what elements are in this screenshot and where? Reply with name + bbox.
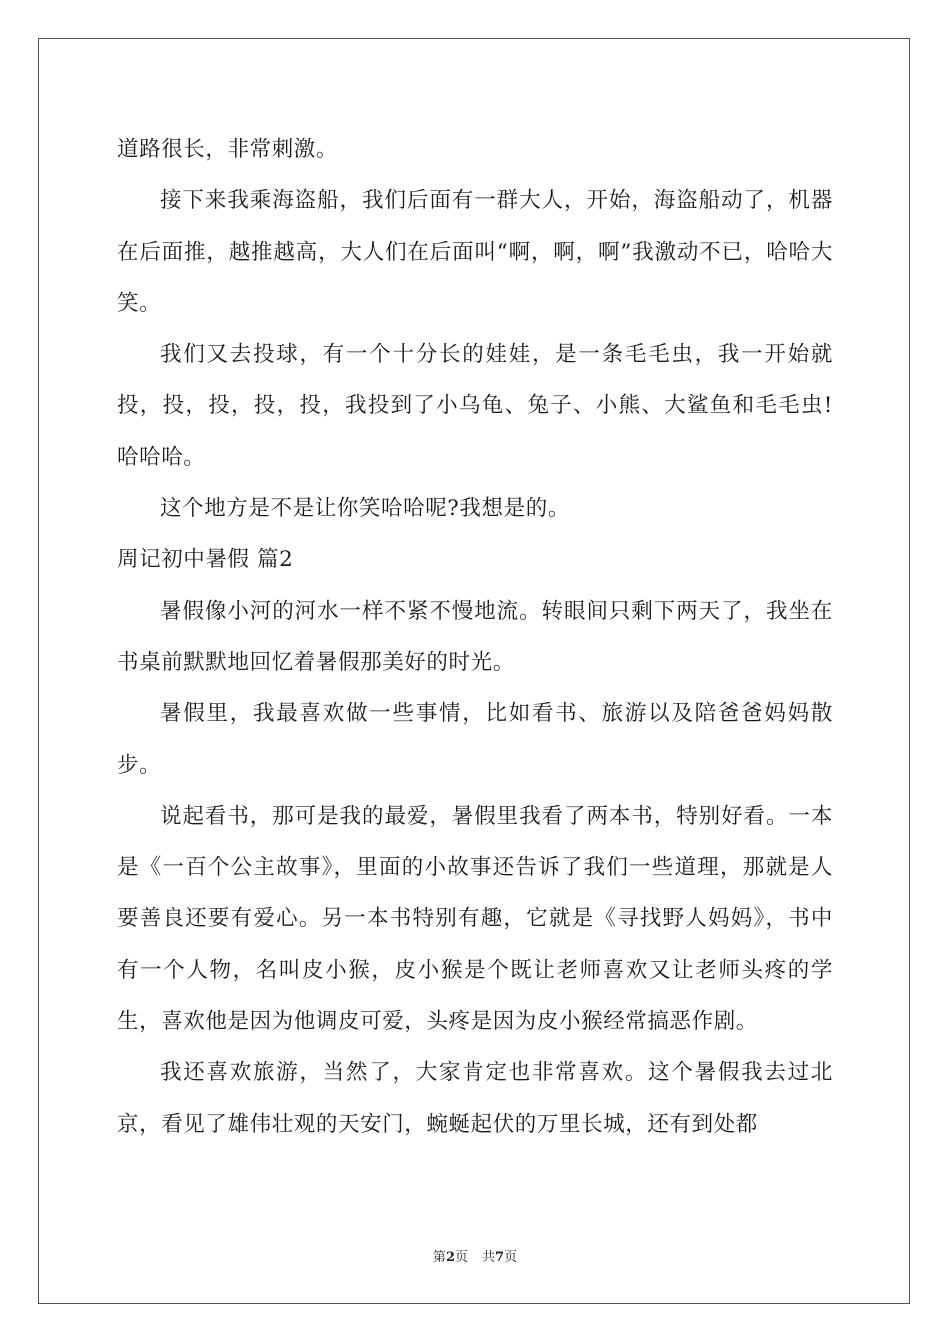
- section-heading: 周记初中暑假 篇2: [117, 547, 294, 573]
- page-suffix: 页: [454, 1250, 468, 1265]
- paragraph-2: 接下来我乘海盗船，我们后面有一群大人，开始，海盗船动了，机器在后面推，越推越高，大人们在后面叫“啊，啊，啊”我激动不已，哈哈大笑。: [117, 188, 833, 316]
- paragraph-8: 我还喜欢旅游，当然了，大家肯定也非常喜欢。这个暑假我去过北京，看见了雄伟壮观的天安门，蜿蜒起伏的万里长城，还有到处都: [117, 1060, 833, 1137]
- page-prefix: 第: [432, 1250, 446, 1265]
- total-suffix: 页: [504, 1250, 518, 1265]
- document-body: [117, 124, 833, 1150]
- page-total: 7: [495, 1250, 505, 1265]
- paragraph-3: 我们又去投球，有一个十分长的娃娃，是一条毛毛虫，我一开始就投，投，投，投，投，我投到了小乌龟、兔子、小熊、大鲨鱼和毛毛虫!哈哈哈。: [117, 342, 833, 470]
- paragraph-7: 说起看书，那可是我的最爱，暑假里我看了两本书，特别好看。一本是《一百个公主故事》，里面的小故事还告诉了我们一些道理，那就是人要善良还要有爱心。另一本书特别有趣，它就是《寻找野人妈妈》，书中有一个人物，名叫皮小猴，皮小猴是个既让老师喜欢又让老师头疼的学生，喜欢他是因为他调皮可爱，头疼是因为皮小猴经常搞恶作剧。: [117, 803, 833, 1035]
- page-current: 2: [445, 1250, 455, 1265]
- total-prefix: 共: [482, 1250, 496, 1265]
- paragraph-4: 这个地方是不是让你笑哈哈呢?我想是的。: [160, 496, 570, 522]
- paragraph-6: 暑假里，我最喜欢做一些事情，比如看书、旅游以及陪爸爸妈妈散步。: [117, 701, 833, 778]
- paragraph-5: 暑假像小河的河水一样不紧不慢地流。转眼间只剩下两天了，我坐在书桌前默默地回忆着暑假那美好的时光。: [117, 598, 833, 675]
- page-footer: [0, 1246, 950, 1265]
- paragraph-1: 道路很长，非常刺激。: [117, 137, 339, 162]
